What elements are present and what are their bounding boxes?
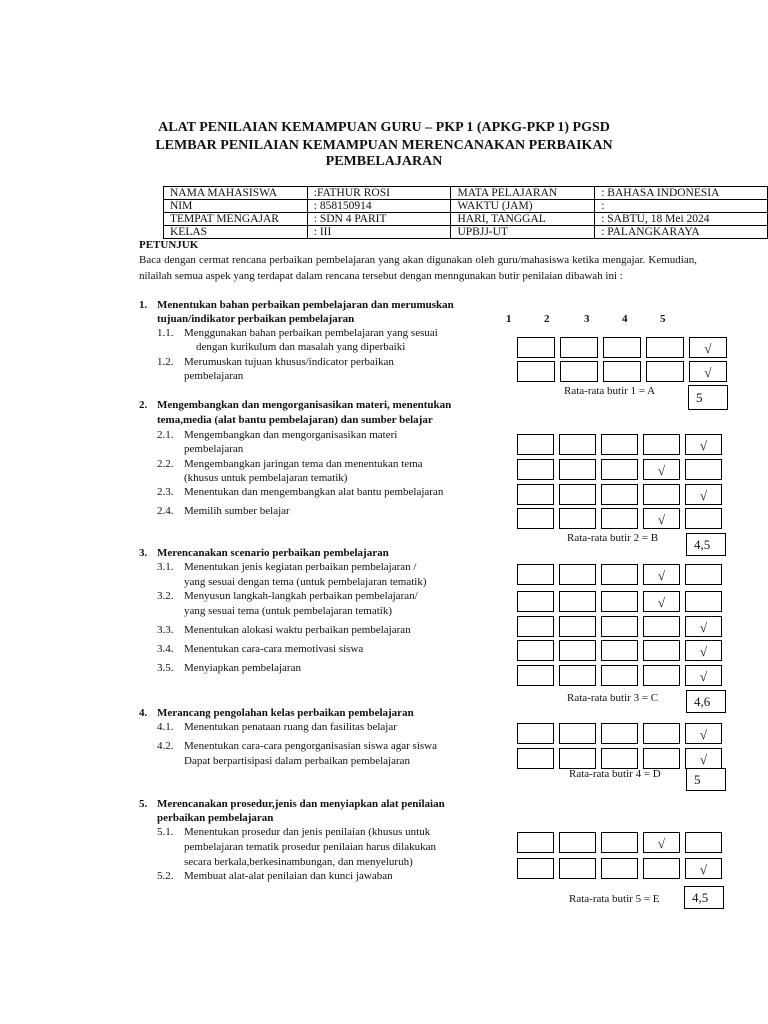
section-5-title-cont: perbaikan pembelajaran <box>157 812 274 824</box>
item-number: 4.2. <box>157 740 174 752</box>
table-cell: : PALANGKARAYA <box>595 226 768 239</box>
item-number: 3.5. <box>157 662 174 674</box>
score-box-5[interactable] <box>685 832 722 853</box>
score-box-3[interactable] <box>603 337 641 358</box>
score-box-1[interactable] <box>517 564 554 585</box>
score-box-2[interactable] <box>559 564 596 585</box>
table-cell: HARI, TANGGAL <box>451 213 595 226</box>
score-box-4[interactable] <box>643 616 680 637</box>
check-mark: √ <box>699 752 708 767</box>
score-box-5[interactable] <box>689 361 727 382</box>
score-box-1[interactable] <box>517 337 555 358</box>
score-box-3[interactable] <box>601 508 638 529</box>
table-cell: : BAHASA INDONESIA <box>595 187 768 200</box>
score-box-1[interactable] <box>517 508 554 529</box>
score-box-1[interactable] <box>517 484 554 505</box>
table-cell: : III <box>307 226 451 239</box>
average-label-1: Rata-rata butir 1 = A <box>564 385 656 397</box>
score-box-3[interactable] <box>601 858 638 879</box>
score-box-3[interactable] <box>601 665 638 686</box>
score-box-4[interactable] <box>646 361 684 382</box>
table-cell: : <box>595 200 768 213</box>
score-box-4[interactable] <box>643 508 680 529</box>
item-text-cont: yang sesuai dengan tema (untuk pembelajaran tematik) <box>184 576 427 588</box>
item-text: Membuat alat-alat penilaian dan kunci jawaban <box>184 870 393 882</box>
score-box-5[interactable] <box>685 484 722 505</box>
item-text: Menentukan jenis kegiatan perbaikan pembelajaran / <box>184 561 417 573</box>
table-cell: NIM <box>164 200 308 213</box>
item-number: 2.2. <box>157 458 174 470</box>
score-box-2[interactable] <box>559 484 596 505</box>
check-mark: √ <box>699 644 708 659</box>
petunjuk-text: Baca dengan cermat rencana perbaikan pembelajaran yang akan digunakan oleh guru/mahasiswa ketika mengajar. Kemudian, nilailah semua aspek yang terdapat dalam rencana tersebut dengan menngunakan butir penilaian dibawah ini : <box>139 254 697 282</box>
score-box-4[interactable] <box>643 484 680 505</box>
score-box-2[interactable] <box>559 434 596 455</box>
score-box-1[interactable] <box>517 434 554 455</box>
score-box-4[interactable] <box>643 723 680 744</box>
table-cell: MATA PELAJARAN <box>451 187 595 200</box>
item-text: Menentukan dan mengembangkan alat bantu pembelajaran <box>184 486 444 498</box>
score-box-5[interactable] <box>685 591 722 612</box>
item-text: Merumuskan tujuan khusus/indicator perbaikan <box>184 356 394 368</box>
section-3-title: Merencanakan scenario perbaikan pembelajaran <box>157 547 389 559</box>
scale-label-1: 1 <box>506 313 512 325</box>
item-number: 1.1. <box>157 327 174 339</box>
check-mark: √ <box>657 595 666 610</box>
table-cell: : SDN 4 PARIT <box>307 213 451 226</box>
table-row <box>164 213 768 226</box>
average-value-1: 5 <box>688 385 728 410</box>
item-text: Menentukan cara-cara pengorganisasian siswa agar siswa <box>184 740 437 752</box>
table-cell: KELAS <box>164 226 308 239</box>
item-text: Mengembangkan dan mengorganisasikan materi <box>184 429 398 441</box>
item-text-cont: secara berkala,berkesinambungan, dan menyeluruh) <box>184 856 413 868</box>
score-box-1[interactable] <box>517 591 554 612</box>
item-number: 2.1. <box>157 429 174 441</box>
doc-title-line3: PEMBELAJARAN <box>325 154 443 169</box>
item-number: 2.4. <box>157 505 174 517</box>
table-row <box>164 226 768 239</box>
item-text: Menentukan cara-cara memotivasi siswa <box>184 643 364 655</box>
section-2-title-cont: tema,media (alat bantu pembelajaran) dan sumber belajar <box>157 414 433 426</box>
check-mark: √ <box>657 463 666 478</box>
score-box-1[interactable] <box>517 361 555 382</box>
item-text-cont: Dapat berpartisipasi dalam perbaikan pembelajaran <box>184 755 411 767</box>
average-label-2: Rata-rata butir 2 = B <box>567 532 659 544</box>
doc-title-line2: LEMBAR PENILAIAN KEMAMPUAN MERENCANAKAN PERBAIKAN <box>155 138 613 153</box>
item-text: Menyiapkan pembelajaran <box>184 662 301 674</box>
score-box-3[interactable] <box>601 616 638 637</box>
score-box-1[interactable] <box>517 748 554 769</box>
average-label-5: Rata-rata butir 5 = E <box>569 893 660 905</box>
score-box-1[interactable] <box>517 858 554 879</box>
score-box-4[interactable] <box>643 640 680 661</box>
score-box-2[interactable] <box>560 337 598 358</box>
score-box-2[interactable] <box>559 723 596 744</box>
section-5-title: Merencanakan prosedur,jenis dan menyiapkan alat penilaian <box>157 798 445 810</box>
score-box-4[interactable] <box>643 665 680 686</box>
check-mark: √ <box>699 669 708 684</box>
score-box-4[interactable] <box>643 564 680 585</box>
check-mark: √ <box>657 568 666 583</box>
score-box-3[interactable] <box>601 723 638 744</box>
item-number: 1.2. <box>157 356 174 368</box>
score-box-1[interactable] <box>517 640 554 661</box>
table-row <box>164 187 768 200</box>
section-1-title: Menentukan bahan perbaikan pembelajaran dan merumuskan <box>157 299 454 311</box>
item-number: 3.2. <box>157 590 174 602</box>
average-value-2: 4,5 <box>686 533 726 556</box>
item-text: Memilih sumber belajar <box>184 505 290 517</box>
score-box-1[interactable] <box>517 723 554 744</box>
item-text-cont: yang sesuai tema (untuk pembelajaran tematik) <box>184 605 393 617</box>
item-text: Menggunakan bahan perbaikan pembelajaran yang sesuai <box>184 327 438 339</box>
score-box-4[interactable] <box>643 591 680 612</box>
check-mark: √ <box>699 862 708 877</box>
section-1-number: 1. <box>139 299 148 311</box>
check-mark: √ <box>704 341 712 356</box>
scale-label-5: 5 <box>660 313 666 325</box>
item-text-cont: pembelajaran <box>184 443 244 455</box>
scale-label-3: 3 <box>584 313 590 325</box>
item-text-cont: pembelajaran tematik prosedur penilaian harus dilakukan <box>184 841 436 853</box>
score-box-5[interactable] <box>685 508 722 529</box>
check-mark: √ <box>699 438 708 453</box>
table-cell: :FATHUR ROSI <box>307 187 451 200</box>
item-number: 3.1. <box>157 561 174 573</box>
section-5-number: 5. <box>139 798 148 810</box>
score-box-4[interactable] <box>646 337 684 358</box>
average-value-3: 4,6 <box>686 690 726 713</box>
score-box-1[interactable] <box>517 665 554 686</box>
check-mark: √ <box>657 836 666 851</box>
table-cell: WAKTU (JAM) <box>451 200 595 213</box>
check-mark: √ <box>699 727 708 742</box>
petunjuk-title: PETUNJUK <box>139 239 199 251</box>
score-box-3[interactable] <box>601 459 638 480</box>
score-box-5[interactable] <box>685 564 722 585</box>
score-box-3[interactable] <box>601 484 638 505</box>
score-box-2[interactable] <box>559 832 596 853</box>
item-number: 3.4. <box>157 643 174 655</box>
table-row <box>164 200 768 213</box>
table-cell: TEMPAT MENGAJAR <box>164 213 308 226</box>
score-box-2[interactable] <box>559 858 596 879</box>
score-box-2[interactable] <box>559 748 596 769</box>
item-number: 5.1. <box>157 826 174 838</box>
score-box-1[interactable] <box>517 832 554 853</box>
score-box-2[interactable] <box>559 508 596 529</box>
average-label-3: Rata-rata butir 3 = C <box>567 692 659 704</box>
score-box-2[interactable] <box>560 361 598 382</box>
doc-title-line1: ALAT PENILAIAN KEMAMPUAN GURU – PKP 1 (APKG-PKP 1) PGSD <box>158 120 610 135</box>
score-box-1[interactable] <box>517 459 554 480</box>
item-text: Menentukan penataan ruang dan fasilitas belajar <box>184 721 397 733</box>
score-box-3[interactable] <box>601 434 638 455</box>
item-text-cont: (khusus untuk pembelajaran tematik) <box>184 472 348 484</box>
scale-label-2: 2 <box>544 313 550 325</box>
item-number: 4.1. <box>157 721 174 733</box>
score-box-5[interactable] <box>685 640 722 661</box>
section-2-title: Mengembangkan dan mengorganisasikan materi, menentukan <box>157 399 452 411</box>
section-4-number: 4. <box>139 707 148 719</box>
score-box-2[interactable] <box>559 591 596 612</box>
score-box-5[interactable] <box>685 748 722 769</box>
score-box-5[interactable] <box>685 459 722 480</box>
score-box-2[interactable] <box>559 665 596 686</box>
item-number: 5.2. <box>157 870 174 882</box>
score-box-5[interactable] <box>689 337 727 358</box>
section-1-title-cont: tujuan/indikator perbaikan pembelajaran <box>157 313 355 325</box>
score-box-4[interactable] <box>643 459 680 480</box>
check-mark: √ <box>699 488 708 503</box>
score-box-3[interactable] <box>601 832 638 853</box>
score-box-5[interactable] <box>685 858 722 879</box>
scale-label-4: 4 <box>622 313 628 325</box>
score-box-2[interactable] <box>559 459 596 480</box>
score-box-2[interactable] <box>559 616 596 637</box>
table-cell: NAMA MAHASISWA <box>164 187 308 200</box>
score-box-4[interactable] <box>643 748 680 769</box>
score-box-5[interactable] <box>685 434 722 455</box>
average-label-4: Rata-rata butir 4 = D <box>569 768 661 780</box>
section-3-number: 3. <box>139 547 148 559</box>
item-text-cont: pembelajaran <box>184 370 244 382</box>
table-cell: : 858150914 <box>307 200 451 213</box>
score-box-4[interactable] <box>643 434 680 455</box>
score-box-5[interactable] <box>685 723 722 744</box>
average-value-4: 5 <box>686 768 726 791</box>
item-text-cont: dengan kurikulum dan masalah yang diperbaiki <box>196 341 406 353</box>
item-text: Menentukan alokasi waktu perbaikan pembelajaran <box>184 624 411 636</box>
item-number: 2.3. <box>157 486 174 498</box>
check-mark: √ <box>704 365 712 380</box>
score-box-4[interactable] <box>643 858 680 879</box>
score-box-3[interactable] <box>601 748 638 769</box>
table-cell: UPBJJ-UT <box>451 226 595 239</box>
score-box-5[interactable] <box>685 616 722 637</box>
section-4-title: Merancang pengolahan kelas perbaikan pembelajaran <box>157 707 414 719</box>
score-box-3[interactable] <box>601 564 638 585</box>
score-box-3[interactable] <box>601 640 638 661</box>
item-text: Menentukan prosedur dan jenis penilaian (khusus untuk <box>184 826 431 838</box>
item-text: Menyusun langkah-langkah perbaikan pembelajaran/ <box>184 590 418 602</box>
score-box-2[interactable] <box>559 640 596 661</box>
item-text: Mengembangkan jaringan tema dan menentukan tema <box>184 458 423 470</box>
item-number: 3.3. <box>157 624 174 636</box>
score-box-3[interactable] <box>601 591 638 612</box>
score-box-4[interactable] <box>643 832 680 853</box>
score-box-5[interactable] <box>685 665 722 686</box>
score-box-1[interactable] <box>517 616 554 637</box>
score-box-3[interactable] <box>603 361 641 382</box>
identity-table <box>163 186 768 239</box>
table-cell: : SABTU, 18 Mei 2024 <box>595 213 768 226</box>
check-mark: √ <box>657 512 666 527</box>
check-mark: √ <box>699 620 708 635</box>
section-2-number: 2. <box>139 399 148 411</box>
average-value-5: 4,5 <box>684 886 724 909</box>
